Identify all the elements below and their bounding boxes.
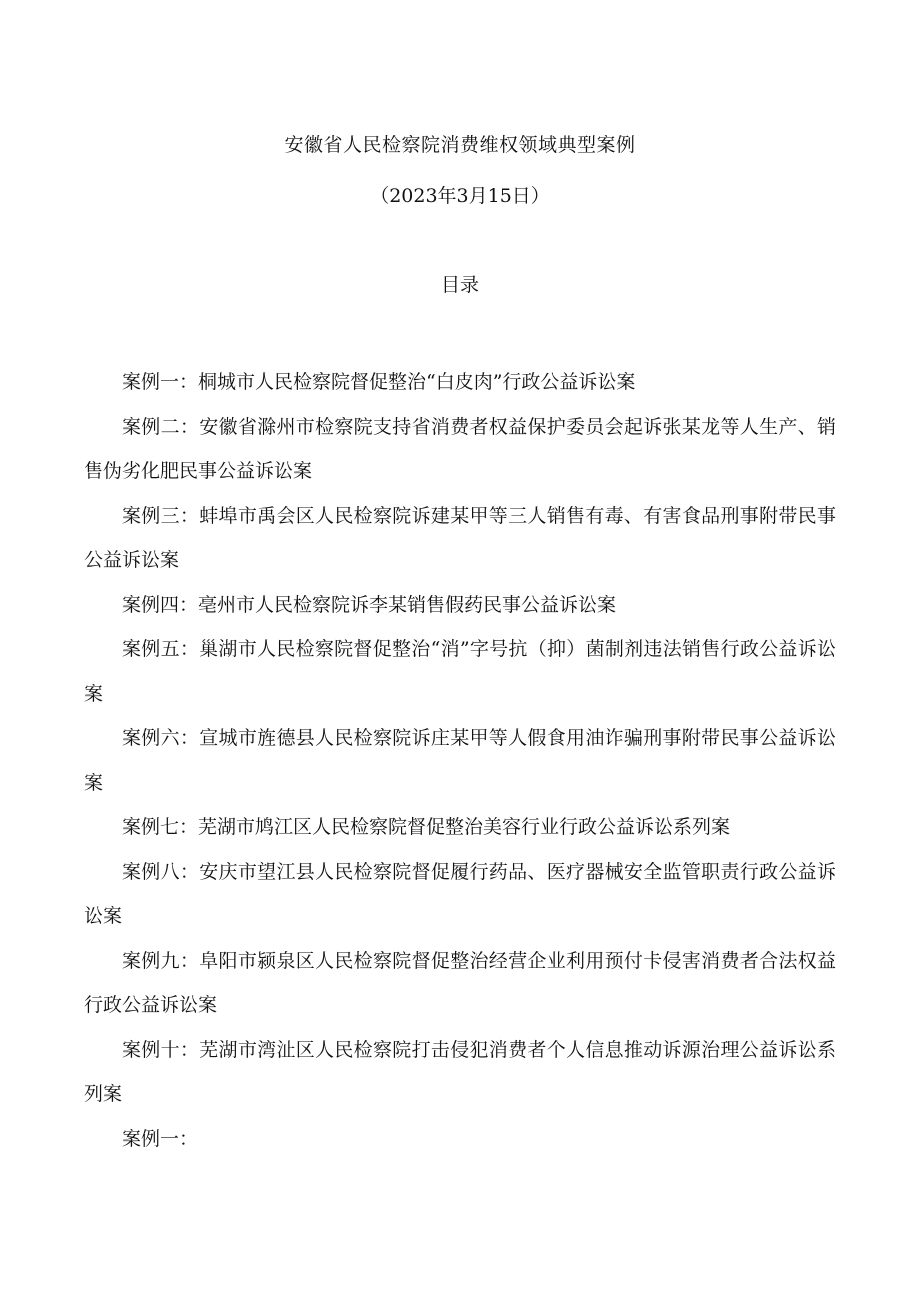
toc-item-8: 案例八：安庆市望江县人民检察院督促履行药品、医疗器械安全监管职责行政公益诉讼案 [84, 860, 836, 927]
toc-item-7: 案例七：芜湖市鸠江区人民检察院督促整治美容行业行政公益诉讼系列案 [122, 816, 731, 838]
toc-heading: 目录 [440, 274, 479, 296]
toc-item-4: 案例四：亳州市人民检察院诉李某销售假药民事公益诉讼案 [122, 593, 617, 616]
document-title: 安徽省人民检察院消费维权领域典型案例 [284, 134, 636, 156]
toc-item-9: 案例九：阜阳市颍泉区人民检察院督促整治经营企业利用预付卡侵害消费者合法权益行政公益诉讼案 [84, 949, 836, 1016]
toc-item-1: 案例一：桐城市人民检察院督促整治“白皮肉”行政公益诉讼案 [122, 371, 636, 393]
toc-item-10: 案例十：芜湖市湾沚区人民检察院打击侵犯消费者个人信息推动诉源治理公益诉讼系列案 [84, 1038, 836, 1105]
document-date: （2023年3月15日） [370, 185, 550, 207]
toc-item-6: 案例六：宣城市旌德县人民检察院诉庄某甲等人假食用油诈骗刑事附带民事公益诉讼案 [84, 727, 836, 794]
table-of-contents [84, 360, 836, 1161]
toc-item-5: 案例五：巢湖市人民检察院督促整治“消”字号抗（抑）菌制剂违法销售行政公益诉讼案 [84, 638, 836, 705]
toc-item-2: 案例二：安徽省滁州市检察院支持省消费者权益保护委员会起诉张某龙等人生产、销售伪劣化肥民事公益诉讼案 [84, 415, 836, 482]
toc-item-3: 案例三：蚌埠市禹会区人民检察院诉建某甲等三人销售有毒、有害食品刑事附带民事公益诉讼案 [84, 504, 836, 571]
section-start-label: 案例一： [122, 1127, 199, 1150]
